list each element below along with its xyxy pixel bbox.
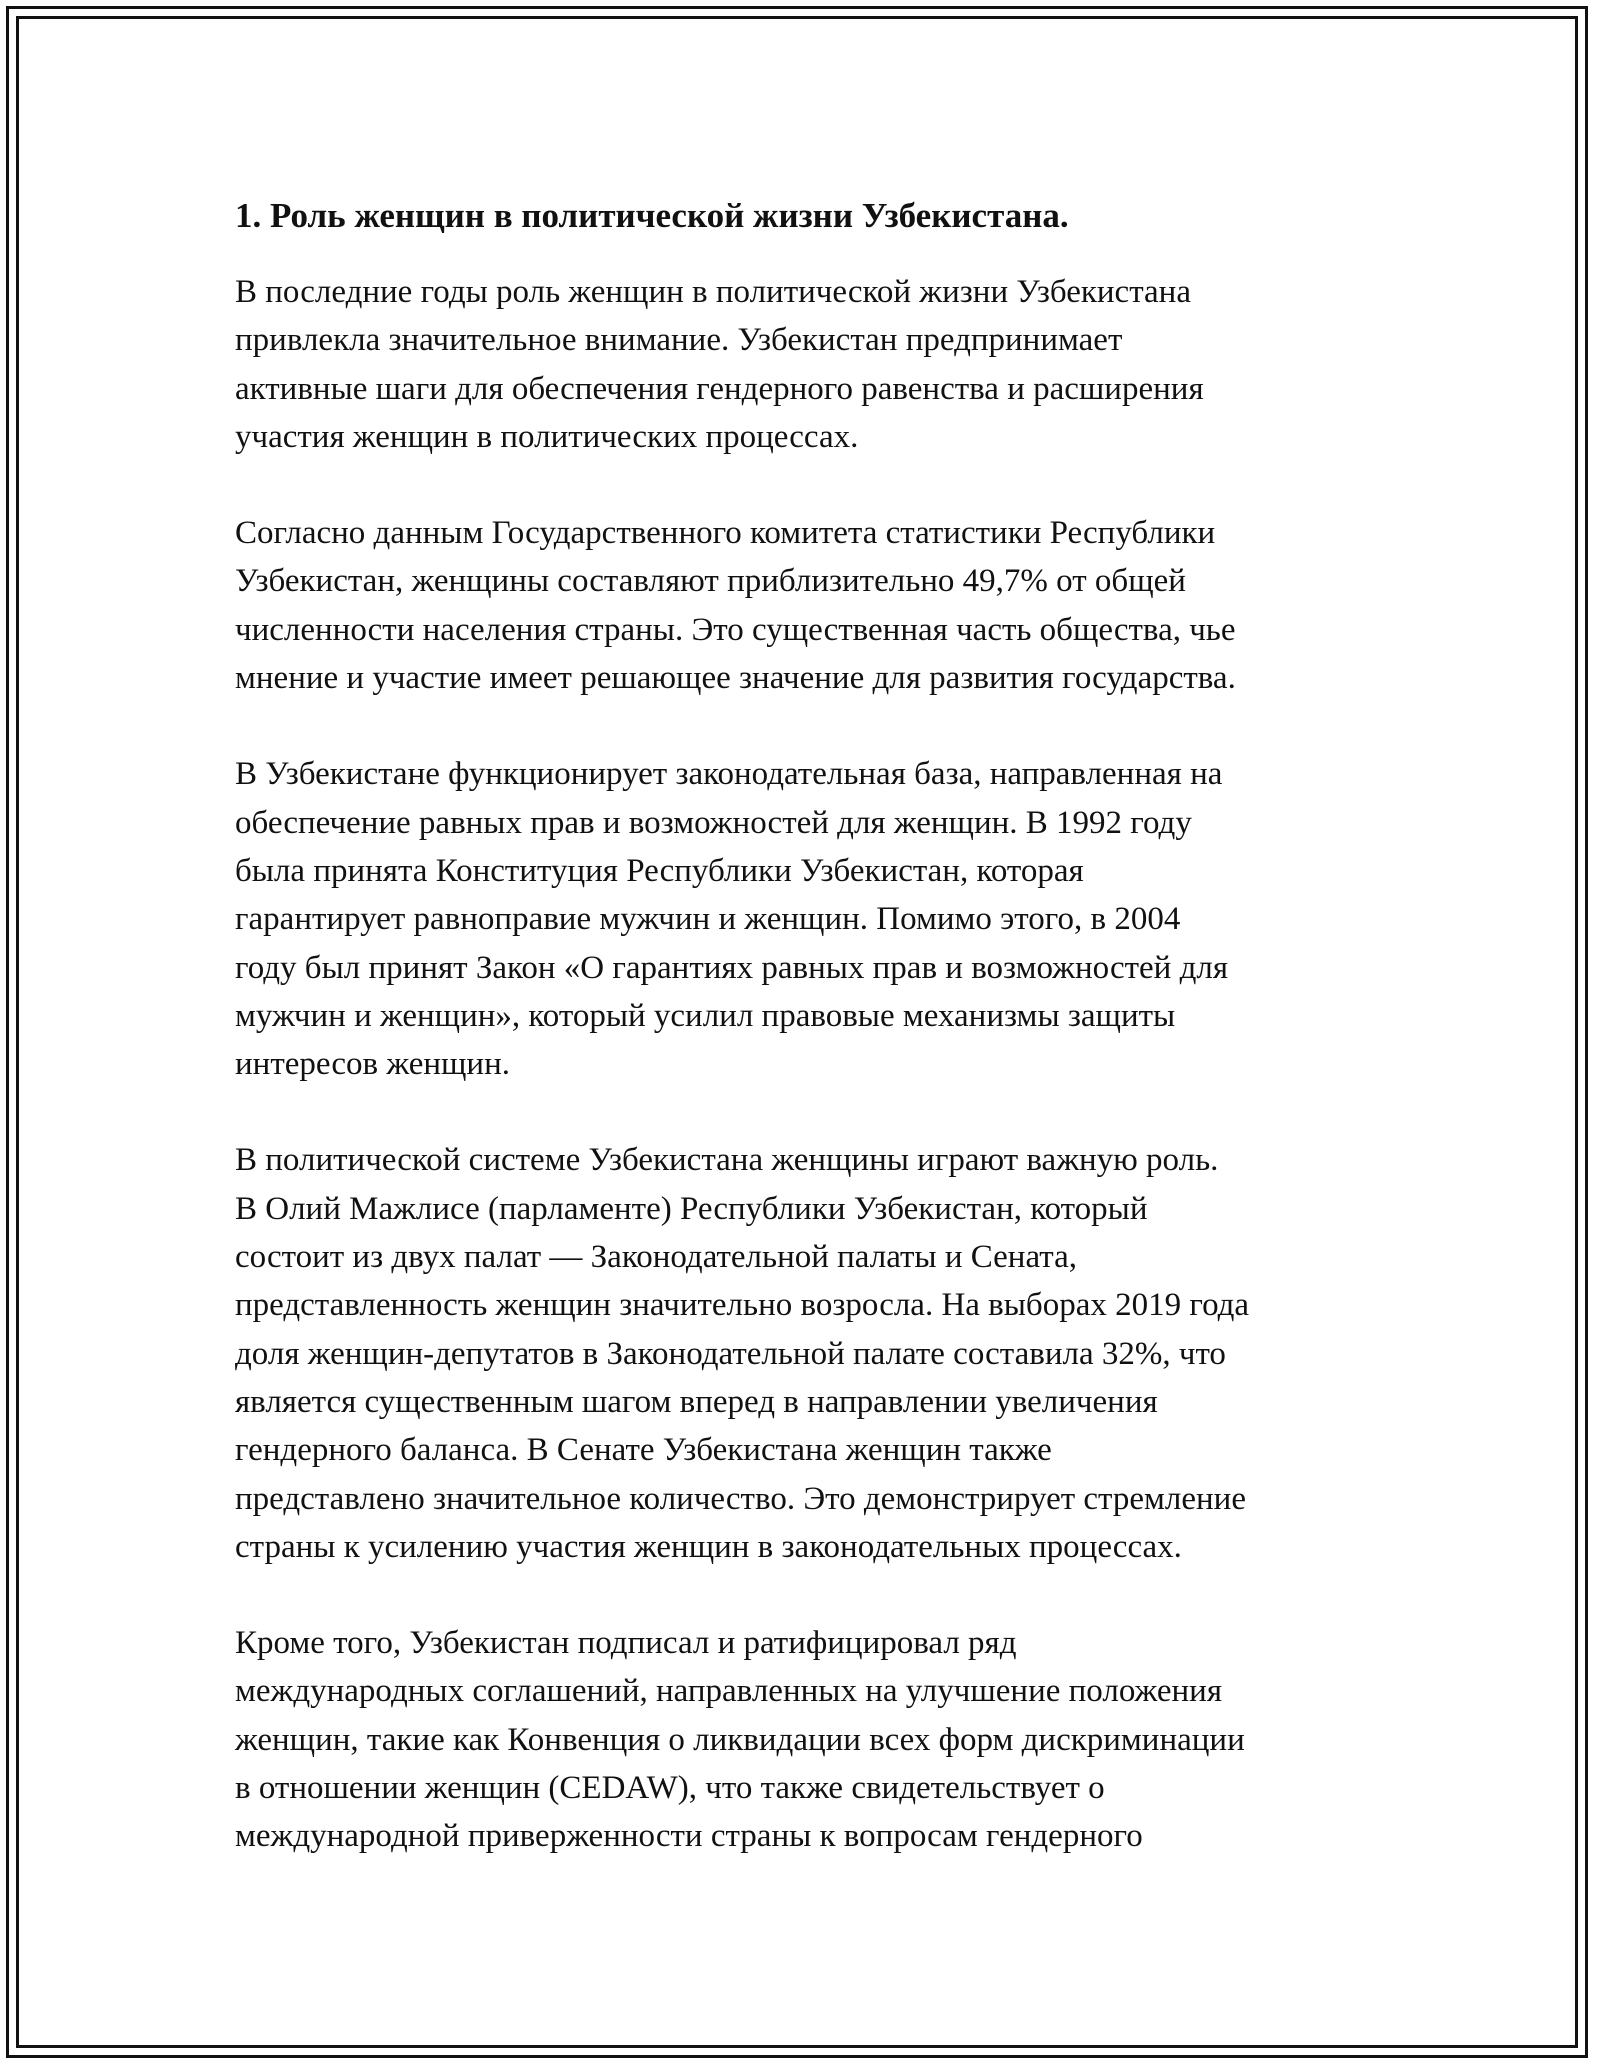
text-line: Узбекистан, женщины составляют приблизительно 49,7% от общей [235, 563, 1186, 600]
paragraph-statistics [235, 509, 1385, 702]
text-line: В Олий Мажлисе (парламенте) Республики Узбекистан, который [235, 1190, 1148, 1227]
paragraph-international [235, 1619, 1385, 1860]
text-line: доля женщин-депутатов в Законодательной палате составила 32%, что [235, 1335, 1226, 1372]
text-line: В Узбекистане функционирует законодательная база, направленная на [235, 756, 1223, 793]
text-line: была принята Конституция Республики Узбекистан, которая [235, 852, 1084, 889]
text-line: страны к усилению участия женщин в законодательных процессах. [235, 1528, 1182, 1565]
text-line: В последние годы роль женщин в политической жизни Узбекистана [235, 274, 1191, 310]
text-line: участия женщин в политических процессах. [235, 418, 859, 455]
text-line: мнение и участие имеет решающее значение для развития государства. [235, 660, 1236, 697]
text-line: В политической системе Узбекистана женщины играют важную роль. [235, 1142, 1219, 1179]
text-line: гендерного баланса. В Сенате Узбекистана женщин также [235, 1432, 1052, 1469]
text-line: представленность женщин значительно возросла. На выборах 2019 года [235, 1287, 1250, 1324]
text-line: в отношении женщин (CEDAW), что также свидетельствует о [235, 1770, 1105, 1807]
text-line: международной приверженности страны к вопросам гендерного [235, 1818, 1143, 1855]
text-line: международных соглашений, направленных на улучшение положения [235, 1673, 1223, 1710]
text-line: представлено значительное количество. Это демонстрирует стремление [235, 1480, 1246, 1517]
text-line: мужчин и женщин», который усилил правовые механизмы защиты [235, 997, 1176, 1034]
text-line: состоит из двух палат — Законодательной палаты и Сената, [235, 1239, 1077, 1276]
text-line: Согласно данным Государственного комитета статистики Республики [235, 515, 1216, 552]
text-line: активные шаги для обеспечения гендерного равенства и расширения [235, 370, 1204, 407]
text-line: численности населения страны. Это существенная часть общества, чье [235, 611, 1236, 648]
paragraph-legislation [235, 750, 1385, 1088]
paragraph-intro [235, 268, 1385, 461]
text-line: гарантирует равноправие мужчин и женщин. Помимо этого, в 2004 [235, 901, 1181, 938]
text-line: является существенным шагом вперед в направлении увеличения [235, 1383, 1158, 1420]
text-line: женщин, такие как Конвенция о ликвидации всех форм дискриминации [235, 1721, 1245, 1758]
text-line: Кроме того, Узбекистан подписал и ратифицировал ряд [235, 1625, 1017, 1662]
paragraph-parliament [235, 1136, 1385, 1571]
text-line: году был принят Закон «О гарантиях равных прав и возможностей для [235, 949, 1229, 986]
section-heading: 1. Роль женщин в политической жизни Узбекистана. [235, 196, 1069, 235]
text-line: привлекла значительное внимание. Узбекистан предпринимает [235, 322, 1123, 359]
text-line: обеспечение равных прав и возможностей для женщин. В 1992 году [235, 804, 1192, 841]
document-body [235, 188, 1385, 1909]
text-line: интересов женщин. [235, 1046, 510, 1083]
